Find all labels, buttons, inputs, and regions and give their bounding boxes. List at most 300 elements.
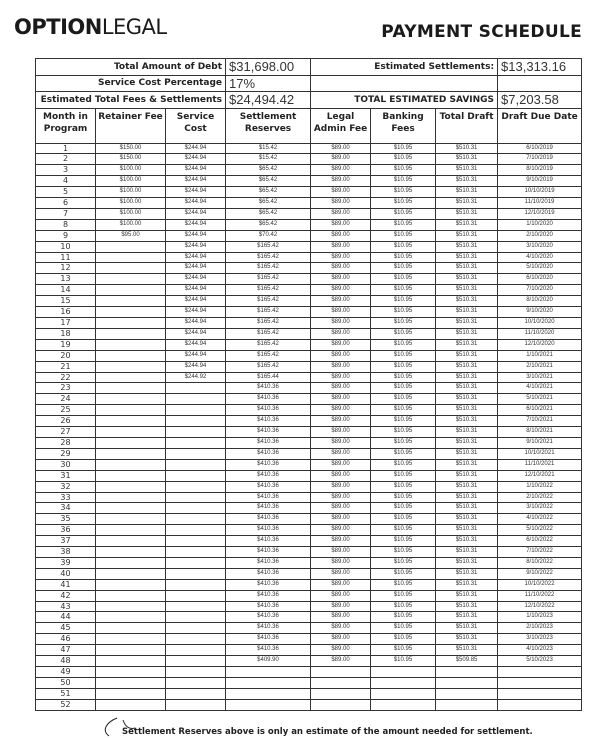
cell-service-cost: $244.94	[166, 285, 226, 296]
table-row	[36, 187, 582, 198]
cell-banking-fees: $10.95	[371, 361, 436, 372]
cell-service-cost	[166, 667, 226, 678]
cell-retainer-fee	[96, 568, 166, 579]
cell-banking-fees: $10.95	[371, 285, 436, 296]
cell-banking-fees: $10.95	[371, 601, 436, 612]
cell-total-draft	[436, 677, 498, 688]
cell-banking-fees: $10.95	[371, 547, 436, 558]
cell-draft-due-date: 4/10/2020	[498, 252, 582, 263]
cell-service-cost	[166, 645, 226, 656]
cell-retainer-fee: $100.00	[96, 176, 166, 187]
estimated-settlements-label: Estimated Settlements:	[311, 59, 498, 76]
cell-month: 6	[36, 198, 96, 209]
cell-month: 41	[36, 579, 96, 590]
table-row	[36, 154, 582, 165]
cell-retainer-fee	[96, 470, 166, 481]
table-row	[36, 361, 582, 372]
cell-total-draft: $510.31	[436, 579, 498, 590]
cell-settlement-reserves: $410.36	[226, 459, 311, 470]
cell-legal-admin-fee: $89.00	[311, 383, 371, 394]
table-row	[36, 307, 582, 318]
estimated-total-label: Estimated Total Fees & Settlements	[36, 92, 226, 109]
table-row	[36, 590, 582, 601]
cell-legal-admin-fee: $89.00	[311, 448, 371, 459]
cell-retainer-fee	[96, 699, 166, 710]
cell-banking-fees: $10.95	[371, 241, 436, 252]
cell-legal-admin-fee: $89.00	[311, 296, 371, 307]
cell-total-draft	[436, 699, 498, 710]
cell-legal-admin-fee	[311, 688, 371, 699]
cell-settlement-reserves: $410.36	[226, 612, 311, 623]
cell-settlement-reserves: $410.36	[226, 645, 311, 656]
cell-settlement-reserves: $65.42	[226, 176, 311, 187]
cell-retainer-fee: $100.00	[96, 219, 166, 230]
cell-retainer-fee	[96, 536, 166, 547]
cell-settlement-reserves	[226, 688, 311, 699]
cell-legal-admin-fee: $89.00	[311, 492, 371, 503]
cell-draft-due-date: 7/10/2022	[498, 547, 582, 558]
table-row	[36, 383, 582, 394]
cell-retainer-fee	[96, 525, 166, 536]
table-row	[36, 437, 582, 448]
cell-retainer-fee	[96, 285, 166, 296]
cell-legal-admin-fee: $89.00	[311, 372, 371, 383]
cell-draft-due-date: 3/10/2022	[498, 503, 582, 514]
cell-total-draft: $510.31	[436, 165, 498, 176]
cell-total-draft: $510.31	[436, 547, 498, 558]
cell-month: 29	[36, 448, 96, 459]
cell-retainer-fee	[96, 481, 166, 492]
cell-retainer-fee	[96, 645, 166, 656]
cell-banking-fees: $10.95	[371, 296, 436, 307]
cell-draft-due-date: 6/10/2021	[498, 405, 582, 416]
cell-total-draft: $510.31	[436, 568, 498, 579]
estimated-settlements-value: $13,313.16	[498, 59, 582, 76]
cell-service-cost	[166, 503, 226, 514]
table-row	[36, 688, 582, 699]
cell-draft-due-date: 8/10/2021	[498, 427, 582, 438]
col-month: Month in Program	[36, 108, 96, 143]
cell-retainer-fee: $100.00	[96, 165, 166, 176]
cell-retainer-fee: $95.00	[96, 230, 166, 241]
table-row	[36, 241, 582, 252]
cell-retainer-fee	[96, 405, 166, 416]
cell-settlement-reserves: $165.42	[226, 241, 311, 252]
cell-retainer-fee	[96, 612, 166, 623]
cell-settlement-reserves: $65.42	[226, 219, 311, 230]
cell-legal-admin-fee: $89.00	[311, 568, 371, 579]
cell-retainer-fee	[96, 318, 166, 329]
cell-service-cost	[166, 437, 226, 448]
cell-legal-admin-fee: $89.00	[311, 241, 371, 252]
cell-service-cost: $244.94	[166, 328, 226, 339]
cell-month: 48	[36, 656, 96, 667]
cell-retainer-fee	[96, 383, 166, 394]
cell-total-draft	[436, 667, 498, 678]
cell-retainer-fee	[96, 656, 166, 667]
table-row	[36, 318, 582, 329]
cell-banking-fees: $10.95	[371, 623, 436, 634]
cell-total-draft	[436, 688, 498, 699]
table-row	[36, 328, 582, 339]
table-row	[36, 579, 582, 590]
table-row	[36, 612, 582, 623]
cell-settlement-reserves: $165.42	[226, 339, 311, 350]
cell-legal-admin-fee: $89.00	[311, 219, 371, 230]
table-row	[36, 547, 582, 558]
cell-legal-admin-fee: $89.00	[311, 557, 371, 568]
cell-total-draft: $510.31	[436, 416, 498, 427]
cell-month: 43	[36, 601, 96, 612]
cell-total-draft: $510.31	[436, 187, 498, 198]
cell-total-draft: $510.31	[436, 372, 498, 383]
cell-legal-admin-fee: $89.00	[311, 154, 371, 165]
cell-draft-due-date: 5/10/2023	[498, 656, 582, 667]
cell-settlement-reserves: $165.42	[226, 328, 311, 339]
cell-banking-fees: $10.95	[371, 427, 436, 438]
cell-settlement-reserves: $165.42	[226, 285, 311, 296]
cell-draft-due-date: 11/10/2022	[498, 590, 582, 601]
cell-settlement-reserves: $410.36	[226, 547, 311, 558]
cell-service-cost	[166, 623, 226, 634]
cell-total-draft: $510.31	[436, 318, 498, 329]
cell-month: 11	[36, 252, 96, 263]
cell-legal-admin-fee: $89.00	[311, 547, 371, 558]
cell-banking-fees: $10.95	[371, 656, 436, 667]
cell-banking-fees: $10.95	[371, 143, 436, 154]
cell-service-cost	[166, 405, 226, 416]
cell-month: 5	[36, 187, 96, 198]
cell-retainer-fee	[96, 579, 166, 590]
total-savings-value: $7,203.58	[498, 92, 582, 109]
cell-retainer-fee	[96, 437, 166, 448]
table-row	[36, 143, 582, 154]
cell-banking-fees: $10.95	[371, 187, 436, 198]
cell-month: 14	[36, 285, 96, 296]
total-savings-label: TOTAL ESTIMATED SAVINGS	[311, 92, 498, 109]
cell-total-draft: $510.31	[436, 470, 498, 481]
cell-month: 45	[36, 623, 96, 634]
cell-banking-fees: $10.95	[371, 579, 436, 590]
cell-settlement-reserves: $410.36	[226, 481, 311, 492]
cell-draft-due-date: 9/10/2019	[498, 176, 582, 187]
cell-legal-admin-fee: $89.00	[311, 307, 371, 318]
cell-total-draft: $510.31	[436, 448, 498, 459]
cell-legal-admin-fee: $89.00	[311, 645, 371, 656]
cell-draft-due-date: 4/10/2023	[498, 645, 582, 656]
table-row	[36, 667, 582, 678]
table-row	[36, 634, 582, 645]
cell-month: 21	[36, 361, 96, 372]
cell-banking-fees	[371, 688, 436, 699]
cell-draft-due-date: 1/10/2022	[498, 481, 582, 492]
cell-retainer-fee	[96, 361, 166, 372]
table-row	[36, 176, 582, 187]
cell-settlement-reserves: $410.36	[226, 568, 311, 579]
cell-month: 33	[36, 492, 96, 503]
cell-banking-fees: $10.95	[371, 263, 436, 274]
cell-banking-fees: $10.95	[371, 274, 436, 285]
service-cost-percentage-value: 17%	[226, 75, 311, 92]
total-debt-value: $31,698.00	[226, 59, 311, 76]
table-row	[36, 405, 582, 416]
cell-month: 4	[36, 176, 96, 187]
cell-service-cost: $244.94	[166, 187, 226, 198]
cell-month: 1	[36, 143, 96, 154]
cell-total-draft: $510.31	[436, 328, 498, 339]
cell-draft-due-date: 3/10/2020	[498, 241, 582, 252]
cell-month: 8	[36, 219, 96, 230]
cell-banking-fees: $10.95	[371, 525, 436, 536]
cell-service-cost	[166, 492, 226, 503]
cell-banking-fees: $10.95	[371, 372, 436, 383]
cell-month: 9	[36, 230, 96, 241]
table-row	[36, 656, 582, 667]
cell-total-draft: $510.31	[436, 252, 498, 263]
cell-month: 17	[36, 318, 96, 329]
cell-draft-due-date: 10/10/2020	[498, 318, 582, 329]
table-row	[36, 514, 582, 525]
cell-service-cost	[166, 547, 226, 558]
cell-settlement-reserves: $410.36	[226, 634, 311, 645]
cell-legal-admin-fee: $89.00	[311, 579, 371, 590]
cell-retainer-fee	[96, 590, 166, 601]
cell-banking-fees	[371, 667, 436, 678]
cell-settlement-reserves: $165.42	[226, 252, 311, 263]
cell-settlement-reserves: $165.42	[226, 350, 311, 361]
cell-draft-due-date: 2/10/2020	[498, 230, 582, 241]
cell-banking-fees: $10.95	[371, 154, 436, 165]
cell-draft-due-date: 12/10/2019	[498, 208, 582, 219]
cell-draft-due-date: 10/10/2019	[498, 187, 582, 198]
cell-service-cost: $244.94	[166, 263, 226, 274]
cell-service-cost	[166, 525, 226, 536]
cell-banking-fees: $10.95	[371, 339, 436, 350]
cell-settlement-reserves: $165.42	[226, 361, 311, 372]
cell-retainer-fee	[96, 416, 166, 427]
cell-month: 20	[36, 350, 96, 361]
cell-draft-due-date: 1/10/2020	[498, 219, 582, 230]
cell-banking-fees: $10.95	[371, 219, 436, 230]
cell-service-cost: $244.94	[166, 208, 226, 219]
cell-legal-admin-fee: $89.00	[311, 437, 371, 448]
cell-month: 32	[36, 481, 96, 492]
table-row	[36, 503, 582, 514]
cell-legal-admin-fee: $89.00	[311, 361, 371, 372]
cell-month: 2	[36, 154, 96, 165]
cell-service-cost	[166, 416, 226, 427]
cell-retainer-fee	[96, 688, 166, 699]
cell-total-draft: $510.31	[436, 198, 498, 209]
cell-banking-fees: $10.95	[371, 307, 436, 318]
cell-legal-admin-fee: $89.00	[311, 176, 371, 187]
cell-total-draft: $510.31	[436, 590, 498, 601]
cell-legal-admin-fee: $89.00	[311, 459, 371, 470]
cell-settlement-reserves: $410.36	[226, 394, 311, 405]
cell-month: 31	[36, 470, 96, 481]
cell-service-cost: $244.94	[166, 361, 226, 372]
table-row	[36, 263, 582, 274]
table-row	[36, 601, 582, 612]
cell-total-draft: $510.31	[436, 492, 498, 503]
cell-total-draft: $510.31	[436, 437, 498, 448]
cell-month: 36	[36, 525, 96, 536]
cell-service-cost	[166, 634, 226, 645]
cell-draft-due-date: 9/10/2022	[498, 568, 582, 579]
cell-service-cost	[166, 470, 226, 481]
cell-month: 51	[36, 688, 96, 699]
cell-retainer-fee	[96, 514, 166, 525]
col-settlement-reserves: Settlement Reserves	[226, 108, 311, 143]
cell-settlement-reserves: $165.42	[226, 296, 311, 307]
table-row	[36, 470, 582, 481]
table-row	[36, 285, 582, 296]
cell-banking-fees: $10.95	[371, 328, 436, 339]
cell-legal-admin-fee: $89.00	[311, 536, 371, 547]
table-row	[36, 416, 582, 427]
cell-settlement-reserves: $410.36	[226, 427, 311, 438]
col-service-cost: Service Cost	[166, 108, 226, 143]
cell-retainer-fee	[96, 634, 166, 645]
company-logo	[14, 17, 167, 38]
cell-total-draft: $510.31	[436, 481, 498, 492]
cell-draft-due-date: 4/10/2021	[498, 383, 582, 394]
cell-settlement-reserves: $410.36	[226, 470, 311, 481]
cell-legal-admin-fee: $89.00	[311, 470, 371, 481]
cell-legal-admin-fee: $89.00	[311, 165, 371, 176]
cell-total-draft: $510.31	[436, 405, 498, 416]
cell-service-cost	[166, 579, 226, 590]
cell-draft-due-date: 3/10/2021	[498, 372, 582, 383]
cell-service-cost: $244.94	[166, 339, 226, 350]
cell-settlement-reserves: $65.42	[226, 198, 311, 209]
cell-service-cost	[166, 448, 226, 459]
cell-banking-fees	[371, 677, 436, 688]
cell-banking-fees: $10.95	[371, 165, 436, 176]
cell-draft-due-date: 10/10/2022	[498, 579, 582, 590]
cell-legal-admin-fee: $89.00	[311, 230, 371, 241]
cell-legal-admin-fee: $89.00	[311, 350, 371, 361]
cell-settlement-reserves: $410.36	[226, 557, 311, 568]
cell-legal-admin-fee: $89.00	[311, 503, 371, 514]
cell-draft-due-date: 11/10/2021	[498, 459, 582, 470]
cell-service-cost	[166, 568, 226, 579]
table-row	[36, 350, 582, 361]
table-row	[36, 699, 582, 710]
cell-draft-due-date: 2/10/2022	[498, 492, 582, 503]
cell-banking-fees: $10.95	[371, 492, 436, 503]
cell-draft-due-date: 7/10/2020	[498, 285, 582, 296]
estimated-total-value: $24,494.42	[226, 92, 311, 109]
cell-service-cost: $244.94	[166, 350, 226, 361]
cell-service-cost	[166, 612, 226, 623]
cell-banking-fees: $10.95	[371, 252, 436, 263]
cell-month: 47	[36, 645, 96, 656]
cell-legal-admin-fee	[311, 699, 371, 710]
summary-blank-cell	[311, 75, 498, 92]
cell-settlement-reserves: $70.42	[226, 230, 311, 241]
cell-banking-fees: $10.95	[371, 503, 436, 514]
cell-banking-fees	[371, 699, 436, 710]
cell-retainer-fee	[96, 547, 166, 558]
cell-banking-fees: $10.95	[371, 568, 436, 579]
table-row	[36, 645, 582, 656]
cell-month: 24	[36, 394, 96, 405]
table-row	[36, 296, 582, 307]
cell-service-cost: $244.94	[166, 241, 226, 252]
cell-month: 10	[36, 241, 96, 252]
cell-retainer-fee	[96, 394, 166, 405]
cell-total-draft: $510.31	[436, 176, 498, 187]
cell-legal-admin-fee	[311, 667, 371, 678]
cell-banking-fees: $10.95	[371, 448, 436, 459]
cell-total-draft: $510.31	[436, 285, 498, 296]
cell-service-cost	[166, 557, 226, 568]
cell-legal-admin-fee: $89.00	[311, 208, 371, 219]
table-row	[36, 198, 582, 209]
cell-service-cost	[166, 536, 226, 547]
cell-legal-admin-fee: $89.00	[311, 198, 371, 209]
cell-month: 22	[36, 372, 96, 383]
cell-retainer-fee	[96, 448, 166, 459]
cell-retainer-fee: $100.00	[96, 208, 166, 219]
cell-settlement-reserves	[226, 677, 311, 688]
cell-month: 15	[36, 296, 96, 307]
cell-settlement-reserves: $165.42	[226, 307, 311, 318]
col-legal-admin-fee: Legal Admin Fee	[311, 108, 371, 143]
cell-settlement-reserves: $15.42	[226, 154, 311, 165]
cell-legal-admin-fee: $89.00	[311, 623, 371, 634]
cell-service-cost: $244.94	[166, 176, 226, 187]
cell-total-draft: $510.31	[436, 219, 498, 230]
cell-legal-admin-fee: $89.00	[311, 590, 371, 601]
table-row	[36, 536, 582, 547]
cell-legal-admin-fee: $89.00	[311, 187, 371, 198]
cell-total-draft: $510.31	[436, 514, 498, 525]
cell-draft-due-date: 10/10/2021	[498, 448, 582, 459]
cell-service-cost	[166, 601, 226, 612]
cell-total-draft: $510.31	[436, 361, 498, 372]
cell-total-draft: $510.31	[436, 296, 498, 307]
cell-banking-fees: $10.95	[371, 634, 436, 645]
cell-legal-admin-fee: $89.00	[311, 514, 371, 525]
cell-month: 37	[36, 536, 96, 547]
cell-draft-due-date: 7/10/2021	[498, 416, 582, 427]
cell-retainer-fee: $150.00	[96, 143, 166, 154]
cell-legal-admin-fee	[311, 677, 371, 688]
cell-banking-fees: $10.95	[371, 176, 436, 187]
cell-legal-admin-fee: $89.00	[311, 405, 371, 416]
cell-legal-admin-fee: $89.00	[311, 601, 371, 612]
cell-settlement-reserves: $410.36	[226, 536, 311, 547]
cell-legal-admin-fee: $89.00	[311, 481, 371, 492]
table-row	[36, 492, 582, 503]
cell-legal-admin-fee: $89.00	[311, 525, 371, 536]
cell-total-draft: $510.31	[436, 307, 498, 318]
cell-retainer-fee	[96, 296, 166, 307]
cell-banking-fees: $10.95	[371, 481, 436, 492]
cell-retainer-fee	[96, 667, 166, 678]
cell-draft-due-date: 6/10/2022	[498, 536, 582, 547]
cell-total-draft: $510.31	[436, 394, 498, 405]
cell-legal-admin-fee: $89.00	[311, 143, 371, 154]
cell-retainer-fee	[96, 427, 166, 438]
cell-month: 26	[36, 416, 96, 427]
cell-settlement-reserves: $410.36	[226, 514, 311, 525]
logo-option-text: OPTION	[14, 15, 102, 39]
cell-draft-due-date: 5/10/2020	[498, 263, 582, 274]
summary-row-debt	[36, 59, 582, 76]
